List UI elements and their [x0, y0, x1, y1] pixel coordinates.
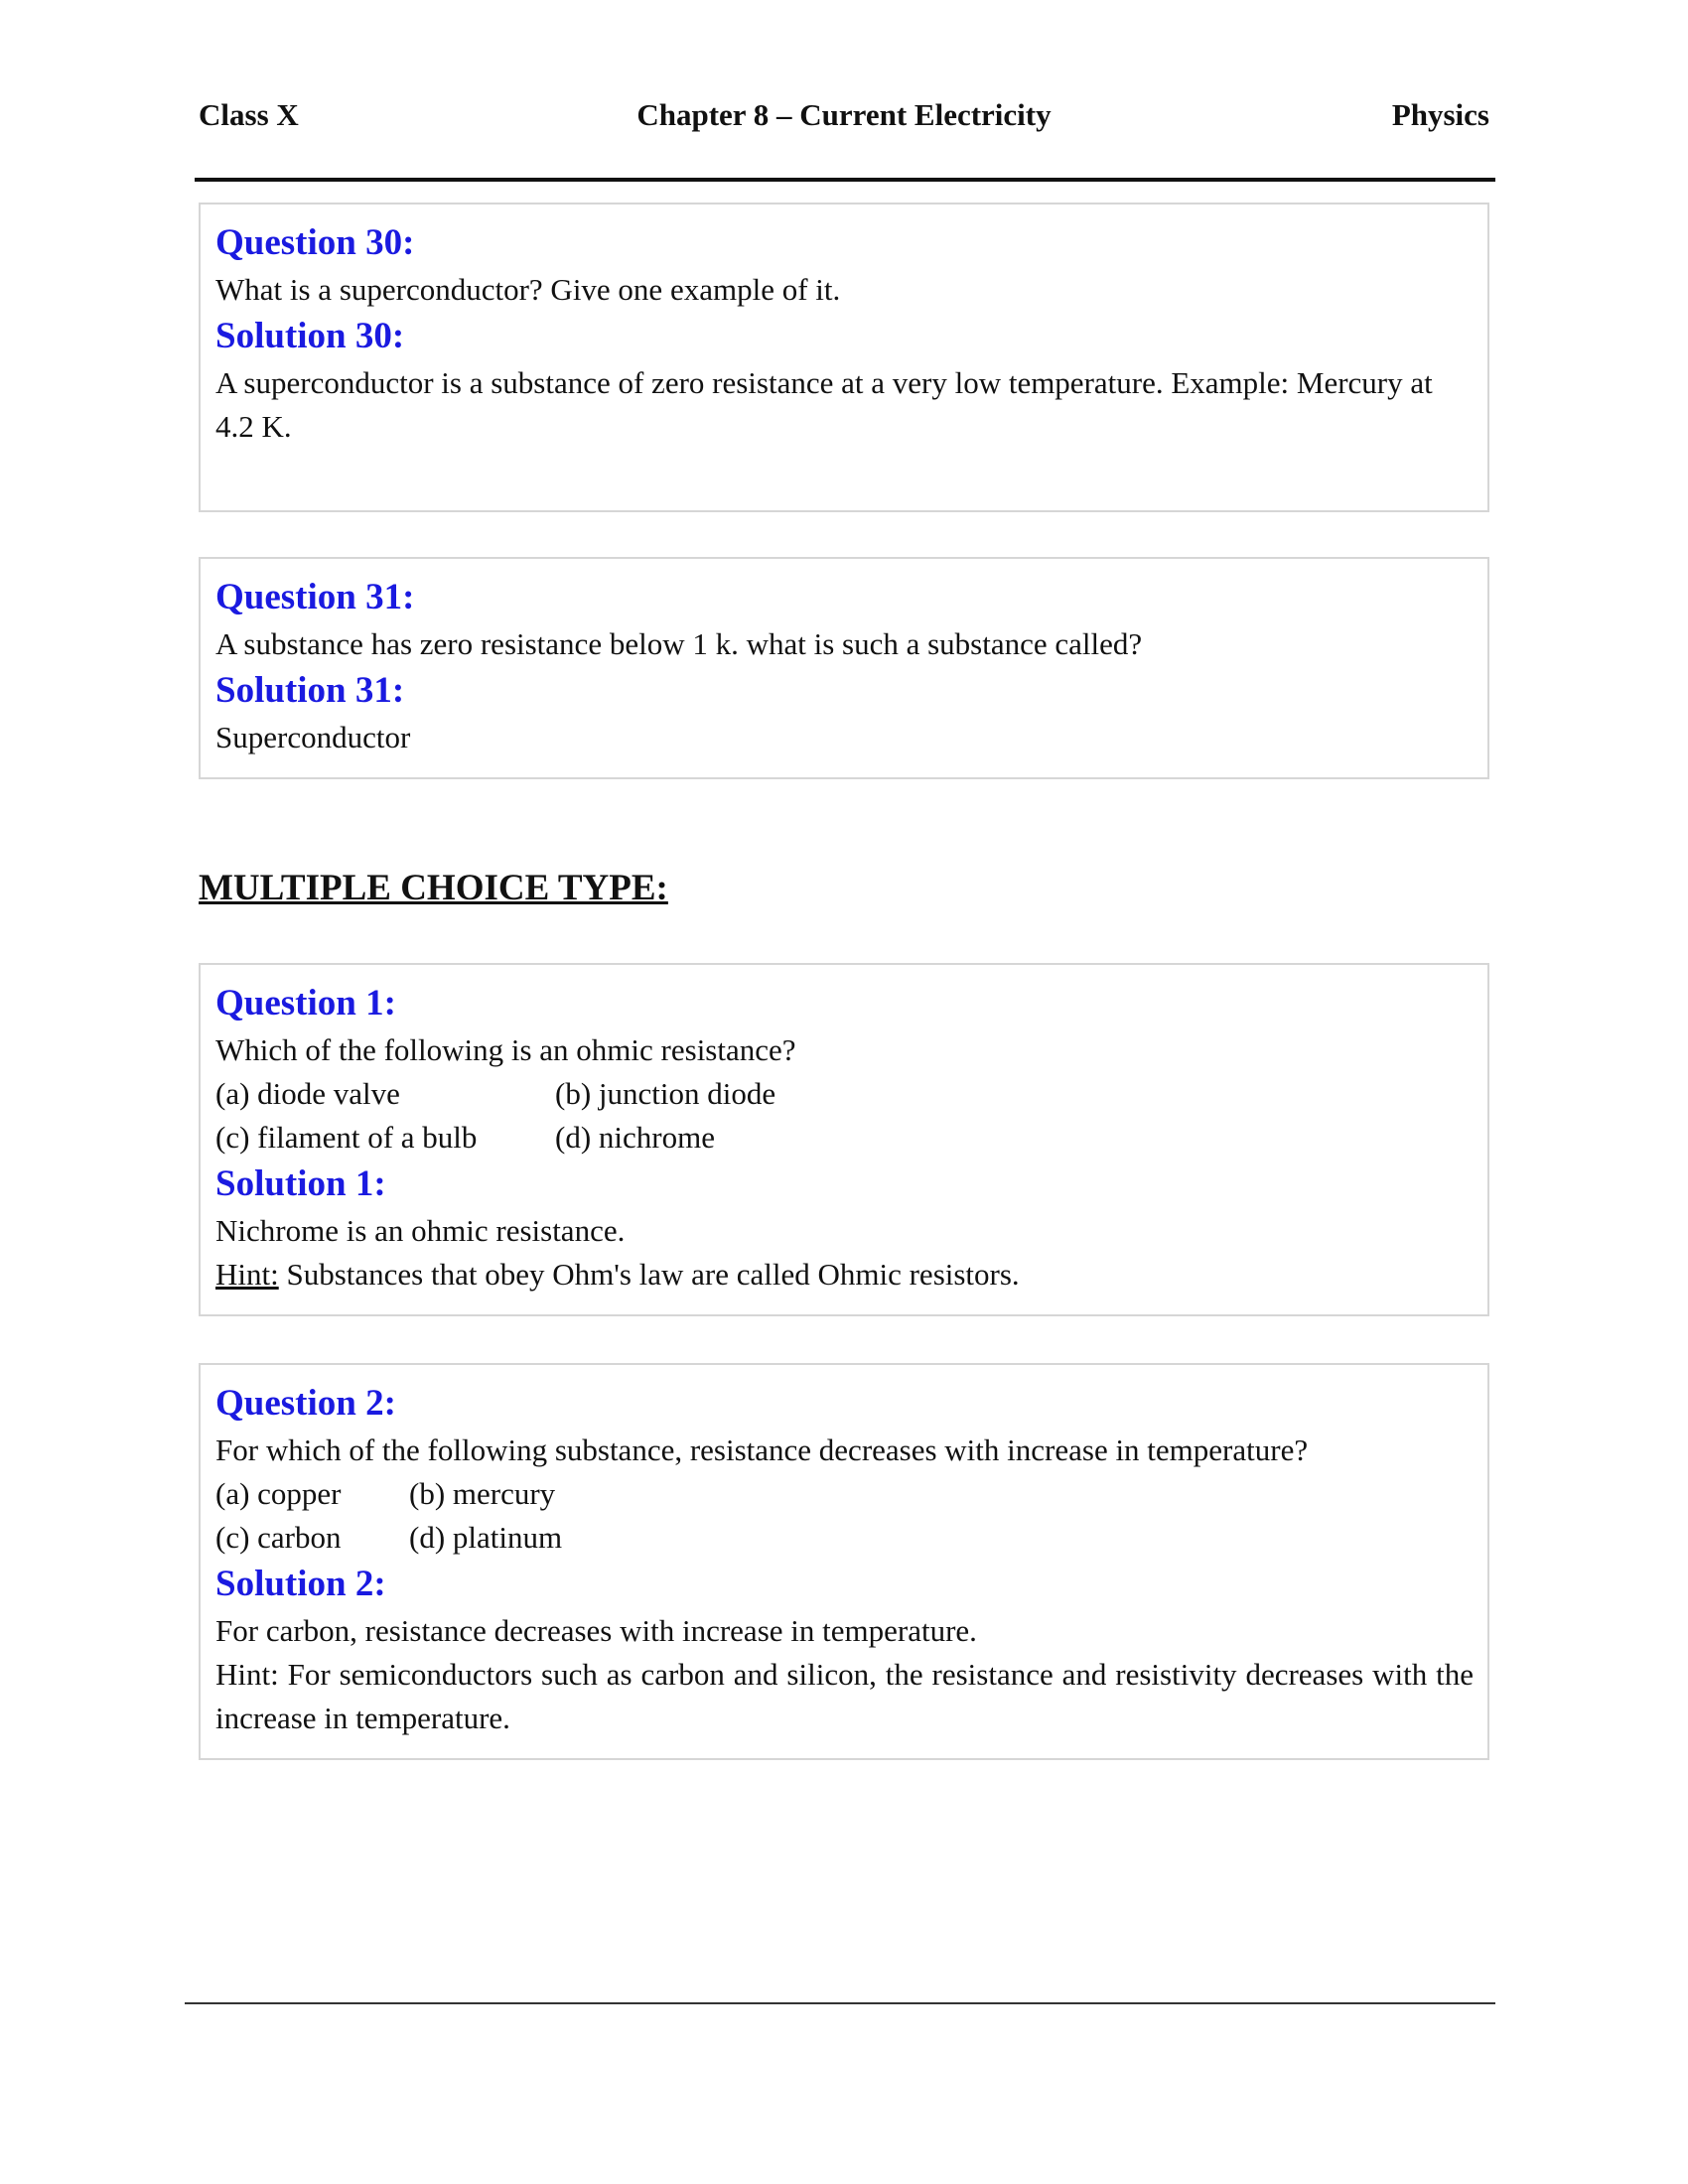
- question-label: Question 2:: [215, 1383, 396, 1424]
- solution-text: Superconductor: [215, 720, 411, 754]
- option-d: (d) platinum: [409, 1520, 563, 1555]
- hint-text: Hint: For semiconductors such as carbon and silicon, the resistance and resistivity decreases with the increase in temperature.: [215, 1657, 1474, 1735]
- question-box-31: [199, 557, 1489, 779]
- option-c: (c) carbon: [215, 1520, 342, 1555]
- mcq-box-2: [199, 1363, 1489, 1760]
- header-divider: [195, 178, 1495, 182]
- solution-text: Nichrome is an ohmic resistance.: [215, 1213, 626, 1248]
- header-chapter: Chapter 8 – Current Electricity: [636, 97, 1052, 132]
- question-box-30: [199, 203, 1489, 512]
- section-heading: MULTIPLE CHOICE TYPE:: [199, 868, 668, 908]
- page-header: [199, 97, 1489, 141]
- solution-label: Solution 2:: [215, 1564, 386, 1604]
- option-b: (b) mercury: [409, 1476, 556, 1511]
- hint-label: Hint:: [215, 1257, 279, 1292]
- question-text: For which of the following substance, resistance decreases with increase in temperature?: [215, 1433, 1309, 1467]
- option-a: (a) diode valve: [215, 1076, 400, 1111]
- question-label: Question 1:: [215, 983, 396, 1024]
- solution-text: For carbon, resistance decreases with increase in temperature.: [215, 1613, 977, 1648]
- footer-divider: [185, 2002, 1495, 2004]
- header-subject: Physics: [1391, 97, 1489, 132]
- option-b: (b) junction diode: [555, 1076, 776, 1111]
- header-class: Class X: [199, 97, 299, 132]
- solution-label: Solution 31:: [215, 670, 405, 711]
- question-text: A substance has zero resistance below 1 k. what is such a substance called?: [215, 626, 1143, 661]
- hint-line: [215, 1253, 1474, 1297]
- solution-label: Solution 30:: [215, 316, 405, 356]
- question-label: Question 31:: [215, 577, 415, 617]
- option-d: (d) nichrome: [555, 1120, 715, 1155]
- option-a: (a) copper: [215, 1476, 342, 1511]
- question-text: What is a superconductor? Give one example of it.: [215, 272, 841, 307]
- question-text: Which of the following is an ohmic resistance?: [215, 1032, 796, 1067]
- mcq-box-1: [199, 963, 1489, 1316]
- question-label: Question 30:: [215, 222, 415, 263]
- options-grid: [215, 1072, 1474, 1160]
- hint-text: Substances that obey Ohm's law are called Ohmic resistors.: [278, 1257, 1020, 1292]
- option-c: (c) filament of a bulb: [215, 1120, 478, 1155]
- solution-label: Solution 1:: [215, 1163, 386, 1204]
- options-grid: [215, 1472, 1474, 1560]
- solution-text: A superconductor is a substance of zero resistance at a very low temperature. Example: Mercury at 4.2 K.: [215, 365, 1433, 444]
